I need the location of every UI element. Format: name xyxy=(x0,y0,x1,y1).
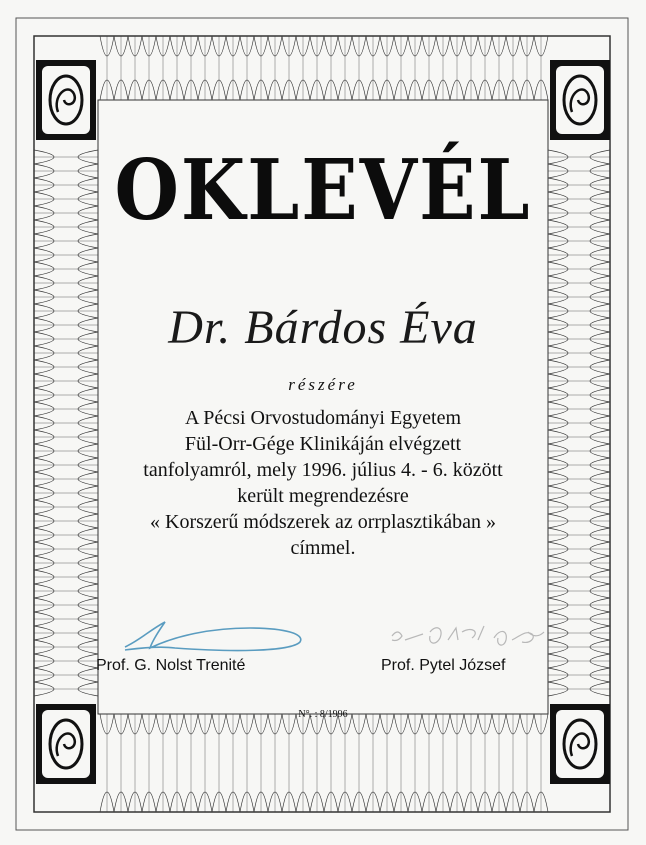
body-line-5: « Korszerű módszerek az orrplasztikában » xyxy=(150,511,496,533)
gray-signature xyxy=(392,626,544,645)
body-line-2: Fül-Orr-Gége Klinikáján elvégzett xyxy=(184,433,462,455)
signature-right-name: Prof. Pytel József xyxy=(381,657,506,674)
corner-ornament-top-right xyxy=(550,60,610,140)
diploma-number: N°. : 8/1996 xyxy=(298,709,348,720)
recipient-name: Dr. Bárdos Éva xyxy=(168,301,478,354)
signature-left-name: Prof. G. Nolst Trenité xyxy=(96,657,246,674)
body-line-3: tanfolyamról, mely 1996. július 4. - 6. között xyxy=(143,459,503,481)
body-line-4: került megrendezésre xyxy=(237,485,409,507)
blue-signature xyxy=(125,622,301,650)
body-line-6: címmel. xyxy=(290,537,356,559)
for-label: részére xyxy=(288,375,358,394)
corner-ornament-top-left xyxy=(36,60,96,140)
body-line-1: A Pécsi Orvostudományi Egyetem xyxy=(184,407,462,429)
diploma-title: OKLEVÉL xyxy=(114,142,532,240)
